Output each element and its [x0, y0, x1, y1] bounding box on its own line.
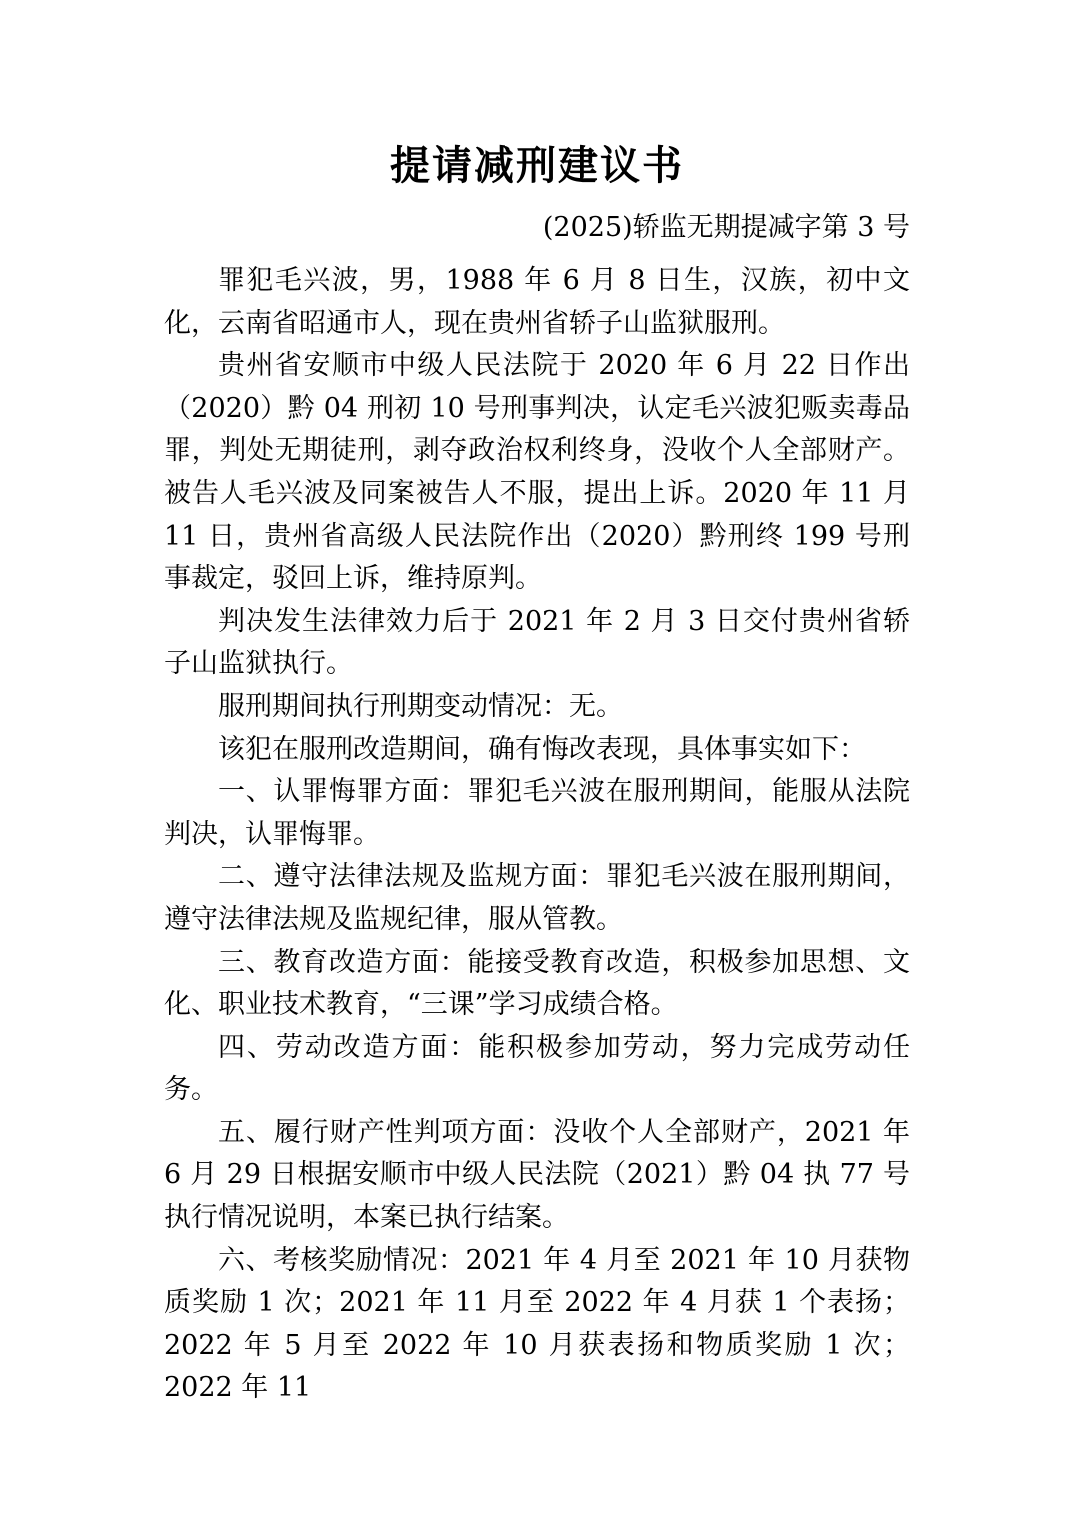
paragraph-repentance-intro: 该犯在服刑改造期间，确有悔改表现，具体事实如下：	[218, 733, 866, 765]
paragraph-execution: 判决发生法律效力后于 2021 年 2 月 3 日交付贵州省轿子山监狱执行。	[164, 605, 910, 680]
paragraph-judgment: 贵州省安顺市中级人民法院于 2020 年 6 月 22 日作出（2020）黔 04 刑初 10 号刑事判决，认定毛兴波犯贩卖毒品罪，判处无期徒刑，剥夺政治权利终身，没收个人全部财产。被告人毛兴波及同案被告人不服，提出上诉。2020 年 11 月 11 日，贵州省高级人民法院作出（2020）黔刑终 199 号刑事裁定，驳回上诉，维持原判。	[164, 350, 910, 595]
paragraph-labor: 四、劳动改造方面：能积极参加劳动，努力完成劳动任务。	[164, 1031, 910, 1106]
document-title: 提请减刑建议书	[390, 143, 684, 189]
paragraph-rewards: 六、考核奖励情况：2021 年 4 月至 2021 年 10 月获物质奖励 1 次；2021 年 11 月至 2022 年 4 月获 1 个表扬；2022 年 5 月至 2022 年 10 月获表扬和物质奖励 1 次；2022 年 11	[164, 1244, 910, 1404]
paragraph-law-compliance: 二、遵守法律法规及监规方面：罪犯毛兴波在服刑期间，遵守法律法规及监规纪律，服从管教。	[164, 861, 910, 935]
document-body	[164, 260, 910, 1410]
paragraph-sentence-changes: 服刑期间执行刑期变动情况：无。	[218, 690, 623, 722]
document-number: (2025)轿监无期提减字第 3 号	[542, 212, 910, 243]
paragraph-property: 五、履行财产性判项方面：没收个人全部财产，2021 年 6 月 29 日根据安顺市中级人民法院（2021）黔 04 执 77 号执行情况说明，本案已执行结案。	[164, 1116, 910, 1234]
paragraph-guilt-admission: 一、认罪悔罪方面：罪犯毛兴波在服刑期间，能服从法院判决，认罪悔罪。	[164, 776, 910, 850]
paragraph-offender-info: 罪犯毛兴波，男，1988 年 6 月 8 日生，汉族，初中文化，云南省昭通市人，现在贵州省轿子山监狱服刑。	[164, 265, 910, 339]
paragraph-education: 三、教育改造方面：能接受教育改造，积极参加思想、文化、职业技术教育，“三课”学习成绩合格。	[164, 946, 910, 1021]
